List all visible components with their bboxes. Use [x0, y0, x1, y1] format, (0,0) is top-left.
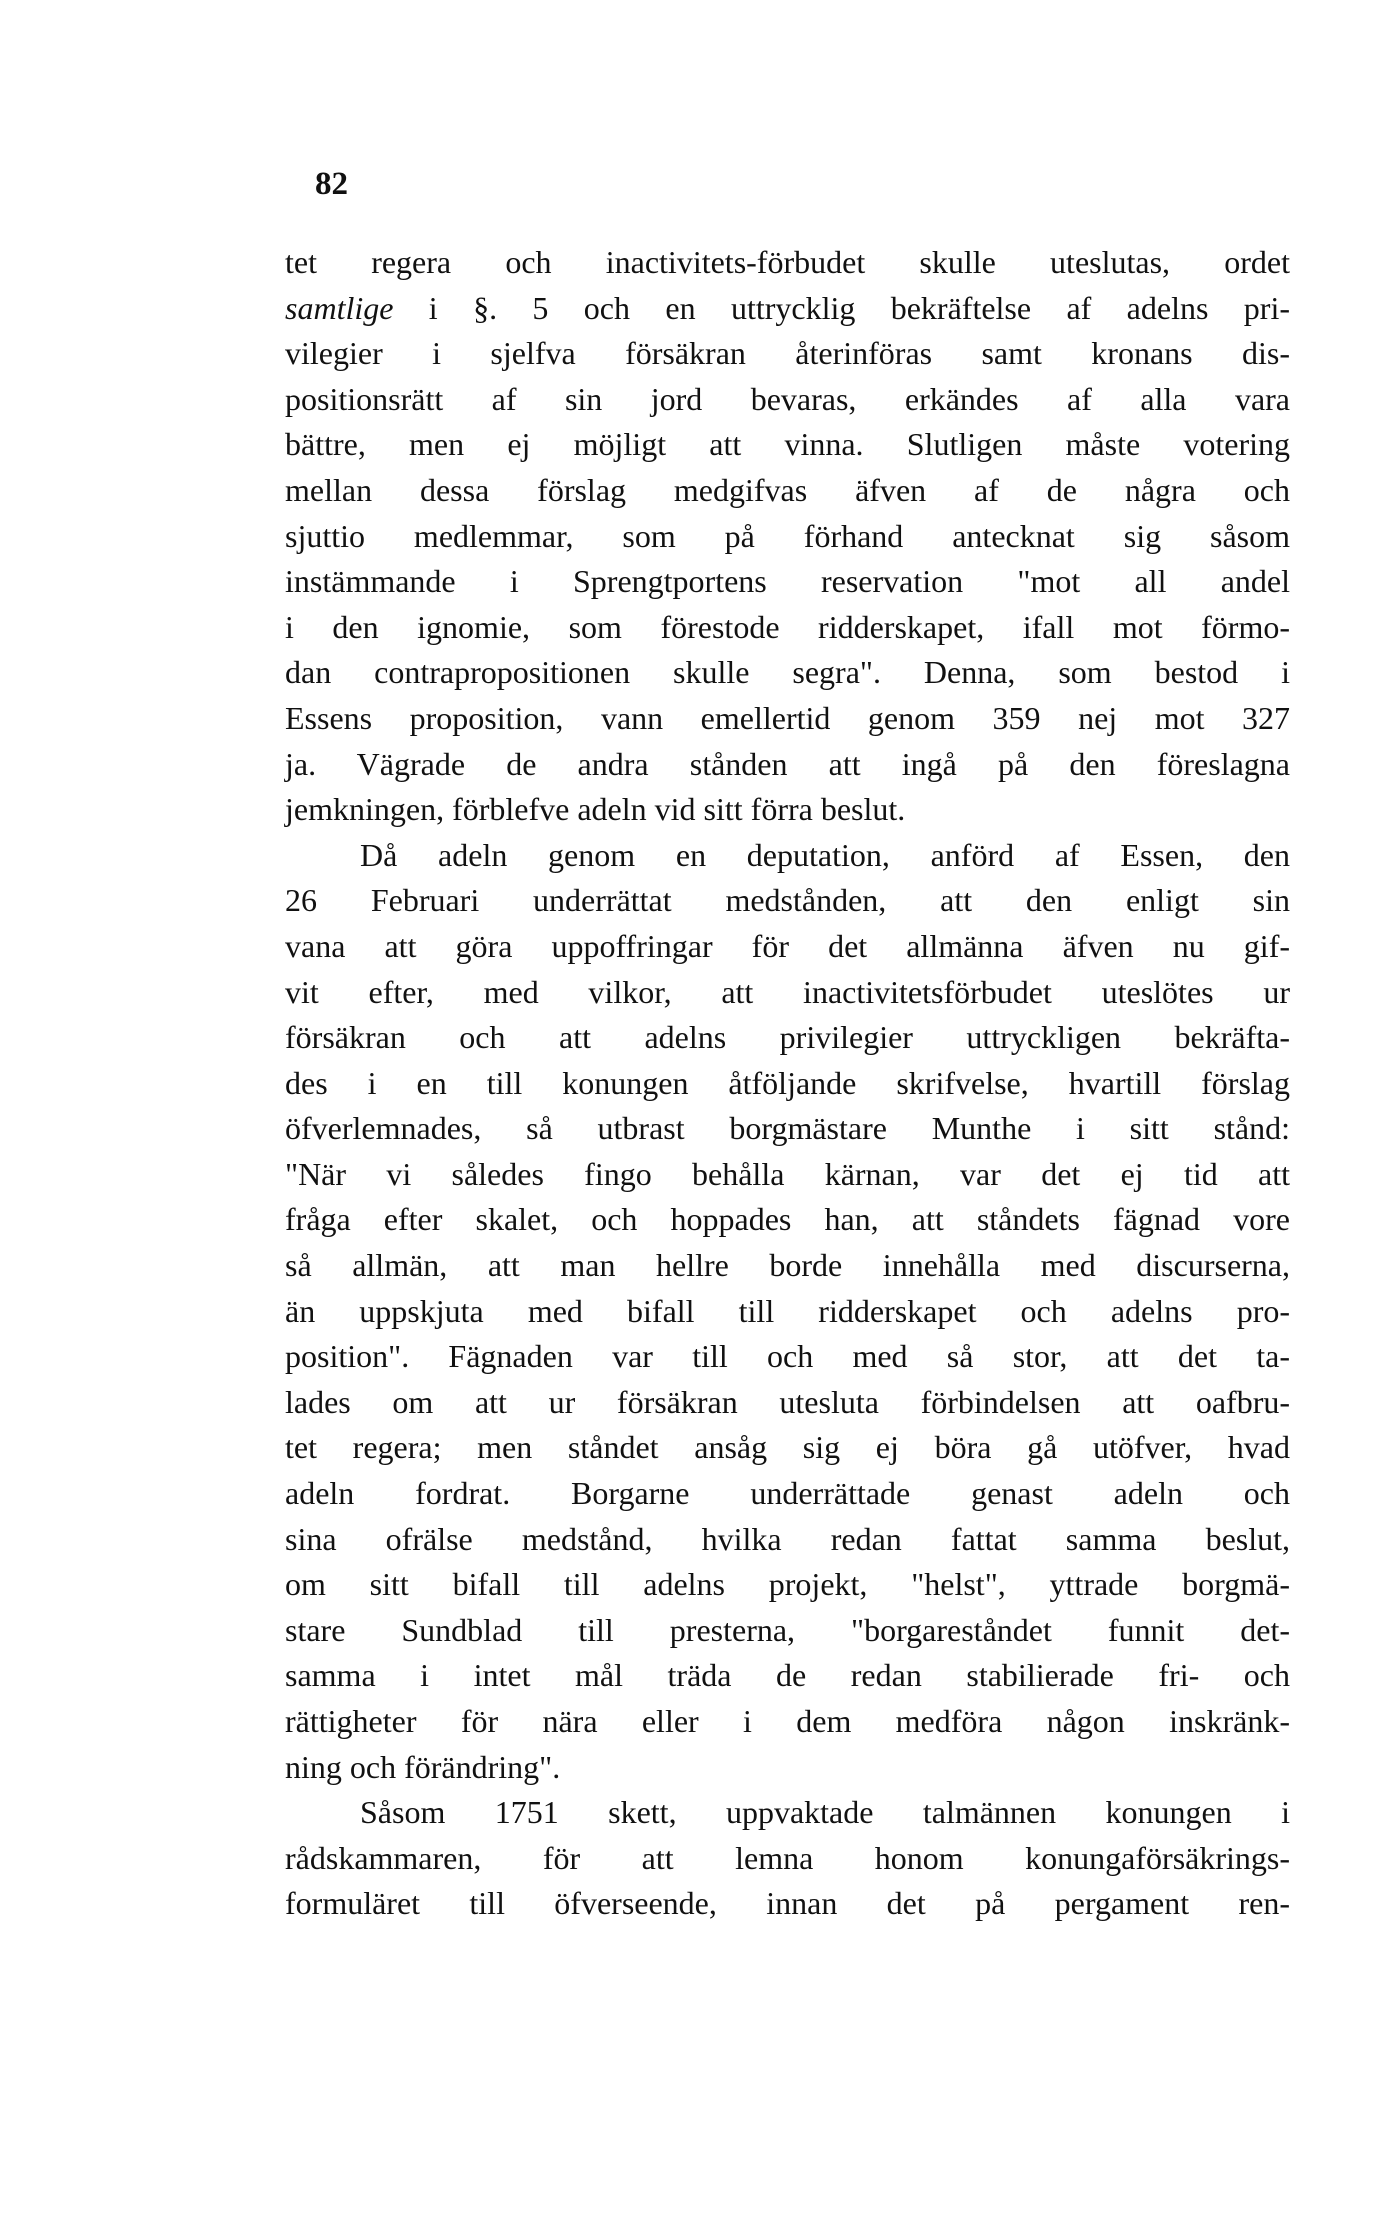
- text-line: [285, 1197, 1290, 1243]
- line-text: sjuttio medlemmar, som på förhand antecknat sig såsom: [285, 517, 1290, 554]
- line-text: rättigheter för nära eller i dem medföra någon inskränk-: [285, 1703, 1290, 1739]
- line-text: des i en till konungen åtföljande skrifvelse, hvartill förslag: [285, 1064, 1290, 1101]
- line-text: position". Fägnaden var till och med så stor, att det ta-: [285, 1338, 1290, 1375]
- line-text: samma i intet mål träda de redan stabilierade fri- och: [285, 1657, 1290, 1694]
- text-line: [285, 1836, 1290, 1882]
- text-line: [285, 878, 1290, 924]
- line-text: i §. 5 och en uttrycklig bekräftelse af adelns pri-: [393, 289, 1290, 326]
- line-text: vit efter, med vilkor, att inactivitetsförbudet uteslötes ur: [285, 973, 1290, 1010]
- line-text: mellan dessa förslag medgifvas äfven af de några och: [285, 471, 1290, 508]
- line-text: instämmande i Sprengtportens reservation "mot all andel: [285, 563, 1290, 600]
- body-text: [285, 240, 1290, 1927]
- line-text: Då adeln genom en deputation, anförd af Essen, den: [360, 836, 1290, 873]
- line-text: positionsrätt af sin jord bevaras, erkändes af alla vara: [285, 380, 1290, 417]
- text-line: [285, 1745, 1290, 1791]
- text-line: [285, 559, 1290, 605]
- line-text: vilegier i sjelfva försäkran återinföras samt kronans dis-: [285, 335, 1290, 372]
- line-text: vana att göra uppoffringar för det allmänna äfven nu gif-: [285, 927, 1290, 964]
- line-text: bättre, men ej möjligt att vinna. Slutligen måste votering: [285, 426, 1290, 463]
- line-text: Såsom 1751 skett, uppvaktade talmännen konungen i: [360, 1794, 1290, 1831]
- line-text: formuläret till öfverseende, innan det på pergament ren-: [285, 1885, 1290, 1922]
- text-line: [285, 422, 1290, 468]
- line-text: försäkran och att adelns privilegier uttryckligen bekräfta-: [285, 1019, 1290, 1056]
- text-line: [285, 1425, 1290, 1471]
- page-number: 82: [315, 166, 348, 202]
- text-line: [285, 286, 1290, 332]
- text-line: [285, 787, 1290, 833]
- line-text: tet regera och inactivitets-förbudet skulle uteslutas, ordet: [285, 244, 1290, 280]
- text-line: [285, 742, 1290, 788]
- text-line: [285, 240, 1290, 286]
- line-text: 26 Februari underrättat medstånden, att den enligt sin: [285, 882, 1290, 919]
- line-text: Essens proposition, vann emellertid genom 359 nej mot 327: [285, 699, 1290, 736]
- text-line: [285, 650, 1290, 696]
- italic-text: samtlige: [285, 289, 394, 326]
- text-line: [285, 696, 1290, 742]
- line-text: dan contrapropositionen skulle segra". Denna, som bestod i: [285, 654, 1290, 691]
- text-line: [285, 1562, 1290, 1608]
- line-text: adeln fordrat. Borgarne underrättade genast adeln och: [285, 1475, 1290, 1512]
- text-line: [285, 605, 1290, 651]
- line-text: jemkningen, förblefve adeln vid sitt förra beslut.: [285, 791, 906, 828]
- text-line: [285, 1471, 1290, 1517]
- text-line: [285, 468, 1290, 514]
- text-line: [285, 1608, 1290, 1654]
- line-text: rådskammaren, för att lemna honom konungaförsäkrings-: [285, 1839, 1290, 1876]
- text-line: [285, 1380, 1290, 1426]
- line-text: sina ofrälse medstånd, hvilka redan fattat samma beslut,: [285, 1520, 1290, 1557]
- line-text: öfverlemnades, så utbrast borgmästare Munthe i sitt stånd:: [285, 1110, 1290, 1147]
- text-line: [285, 1061, 1290, 1107]
- text-line: [285, 1790, 1290, 1836]
- text-line: [285, 1699, 1290, 1745]
- text-line: [285, 1015, 1290, 1061]
- text-line: [285, 1334, 1290, 1380]
- line-text: så allmän, att man hellre borde innehålla med discurserna,: [285, 1247, 1290, 1284]
- text-line: [285, 1243, 1290, 1289]
- text-line: [285, 514, 1290, 560]
- line-text: tet regera; men ståndet ansåg sig ej böra gå utöfver, hvad: [285, 1429, 1290, 1466]
- line-text: ja. Vägrade de andra stånden att ingå på den föreslagna: [285, 745, 1290, 782]
- text-line: [285, 1106, 1290, 1152]
- text-line: [285, 1881, 1290, 1927]
- line-text: än uppskjuta med bifall till ridderskapet och adelns pro-: [285, 1292, 1290, 1329]
- text-line: [285, 1289, 1290, 1335]
- text-line: [285, 1517, 1290, 1563]
- text-line: [285, 1152, 1290, 1198]
- line-text: ning och förändring".: [285, 1748, 561, 1785]
- text-line: [285, 970, 1290, 1016]
- line-text: i den ignomie, som förestode ridderskapet, ifall mot förmo-: [285, 608, 1290, 645]
- line-text: "När vi således fingo behålla kärnan, var det ej tid att: [285, 1155, 1290, 1192]
- text-line: [285, 331, 1290, 377]
- line-text: stare Sundblad till presterna, "borgareståndet funnit det-: [285, 1611, 1290, 1648]
- line-text: fråga efter skalet, och hoppades han, att ståndets fägnad vore: [285, 1201, 1290, 1238]
- text-line: [285, 924, 1290, 970]
- text-line: [285, 833, 1290, 879]
- line-text: lades om att ur försäkran utesluta förbindelsen att oafbru-: [285, 1383, 1290, 1420]
- line-text: om sitt bifall till adelns projekt, "helst", yttrade borgmä-: [285, 1566, 1290, 1603]
- text-line: [285, 1653, 1290, 1699]
- text-line: [285, 377, 1290, 423]
